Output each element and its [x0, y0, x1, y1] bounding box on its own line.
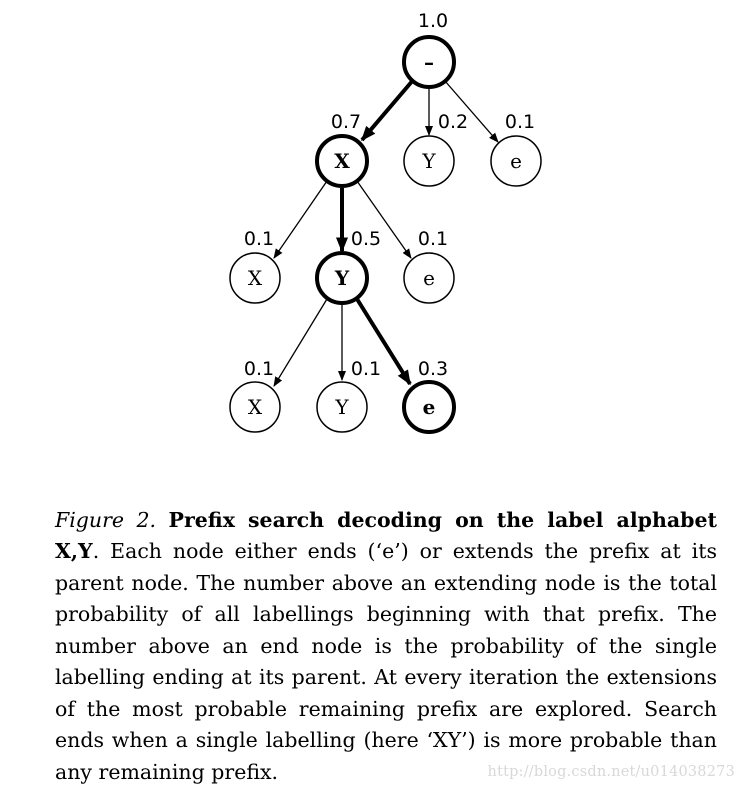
l3-y-label: Y: [335, 395, 349, 419]
l2-e-prob: 0.1: [417, 228, 449, 250]
l3-x-label: X: [247, 395, 263, 419]
figure-label: Figure 2.: [55, 507, 157, 532]
figure-caption: [55, 505, 717, 789]
root-label: –: [424, 50, 434, 74]
l1-x-prob: 0.7: [330, 111, 362, 133]
edge-x-to-x: [274, 181, 327, 258]
l1-e-label: e: [510, 149, 522, 173]
l3-y-prob: 0.1: [350, 358, 382, 380]
l2-x-prob: 0.1: [243, 228, 275, 250]
l2-e-label: e: [423, 266, 435, 290]
edge-root-to-x: [362, 79, 414, 140]
caption-body: . Each node either ends (‘e’) or extends the prefix at its parent node. The number above an extending node is the total probability of all labellings beginning with that prefix. The number above an end node is the probability of the single labelling ending at its parent. At every iteration the extensions of the most probable remaining prefix are explored. Search ends when a single labelling (here ‘XY’) is more probable than any remaining prefix.: [55, 539, 717, 784]
edge-y-to-x: [274, 299, 327, 386]
l1-x-label: X: [334, 149, 350, 173]
watermark: http://blog.csdn.net/u014038273: [487, 764, 735, 780]
l1-y-prob: 0.2: [437, 111, 469, 133]
root-prob: 1.0: [417, 10, 449, 32]
l2-y-label: Y: [334, 266, 350, 290]
l2-x-label: X: [247, 266, 263, 290]
l2-y-prob: 0.5: [350, 228, 382, 250]
l3-x-prob: 0.1: [243, 358, 275, 380]
l3-e-label: e: [422, 395, 436, 419]
l1-y-label: Y: [422, 149, 436, 173]
l1-e-prob: 0.1: [504, 111, 536, 133]
l3-e-prob: 0.3: [417, 358, 449, 380]
caption-title: Prefix search decoding on the label alphabet X,Y: [55, 507, 717, 563]
